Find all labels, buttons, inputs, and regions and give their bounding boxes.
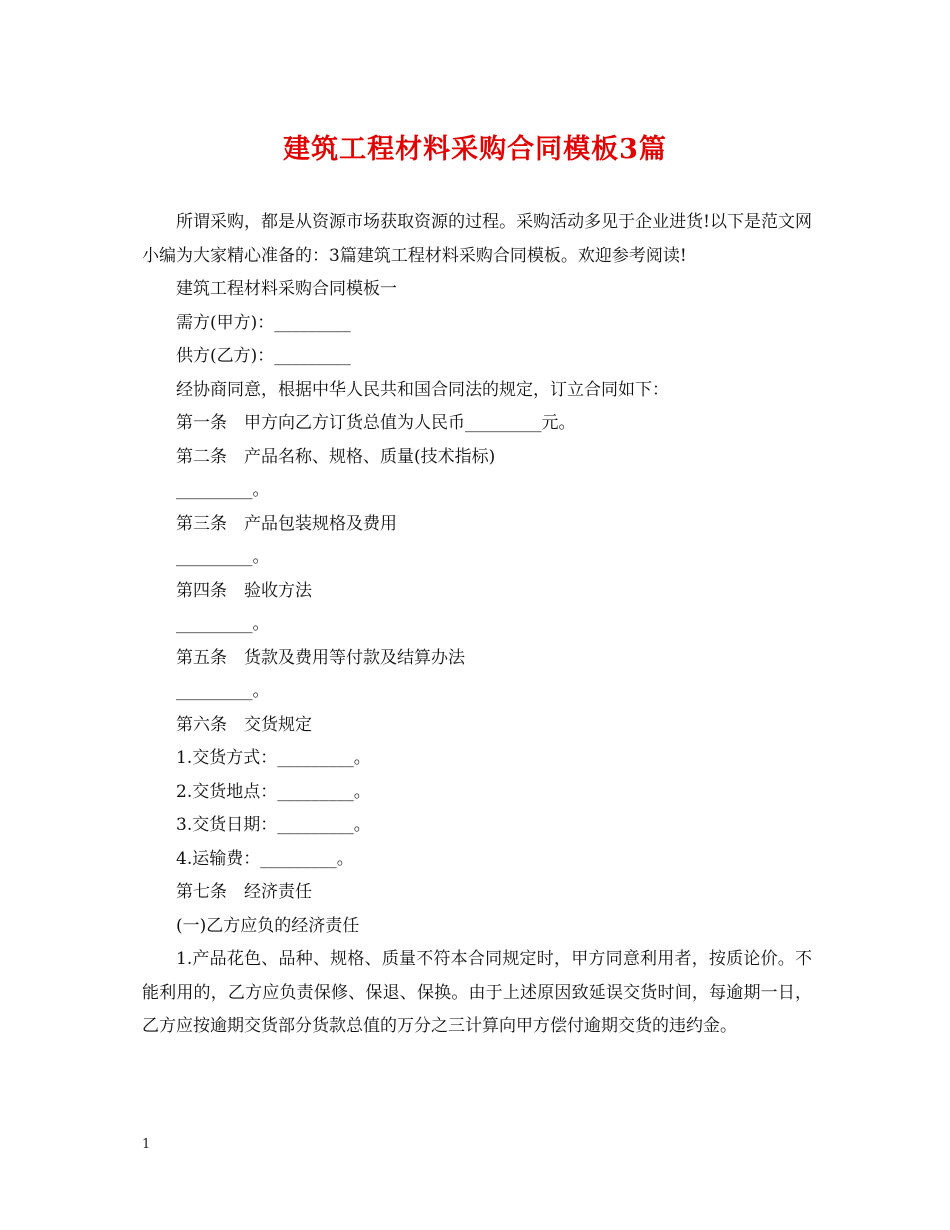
article-4: 第四条 验收方法 <box>176 580 312 601</box>
intro-paragraph: 所谓采购，都是从资源市场获取资源的过程。采购活动多见于企业进货!以下是范文网小编为大家精心准备的：3篇建筑工程材料采购合同模板。欢迎参考阅读! <box>142 212 812 266</box>
delivery-method: 1.交货方式：_________。 <box>176 748 371 768</box>
document-title: 建筑工程材料采购合同模板3篇 <box>283 134 667 165</box>
supplier-line: 供方(乙方)：_________ <box>176 346 351 366</box>
document-body <box>142 206 812 1044</box>
article-5-blank: _________。 <box>176 681 270 701</box>
delivery-location: 2.交货地点：_________。 <box>176 781 371 802</box>
delivery-date: 3.交货日期：_________。 <box>176 815 371 835</box>
transport-fee: 4.运输费：_________。 <box>176 848 354 869</box>
template-heading: 建筑工程材料采购合同模板一 <box>176 279 397 299</box>
article-5: 第五条 货款及费用等付款及结算办法 <box>176 647 465 668</box>
article-4-blank: _________。 <box>176 614 270 634</box>
article-7: 第七条 经济责任 <box>176 882 312 902</box>
article-3: 第三条 产品包装规格及费用 <box>176 513 397 534</box>
article-1: 第一条 甲方向乙方订货总值为人民币_________元。 <box>176 413 576 433</box>
article-3-blank: _________。 <box>176 547 270 567</box>
article-6: 第六条 交货规定 <box>176 714 312 735</box>
article-7-section-1: (一)乙方应负的经济责任 <box>176 915 360 936</box>
article-2: 第二条 产品名称、规格、质量(技术指标) <box>176 446 496 467</box>
article-2-blank: _________。 <box>176 480 270 500</box>
liability-clause-1: 1.产品花色、品种、规格、质量不符本合同规定时，甲方同意利用者，按质论价。不能利用的，乙方应负责保修、保退、保换。由于上述原因致延误交货时间，每逾期一日，乙方应按逾期交货部分货款总值的万分之三计算向甲方偿付逾期交货的违约金。 <box>142 949 812 1036</box>
buyer-line: 需方(甲方)：_________ <box>176 312 351 333</box>
agreement-line: 经协商同意，根据中华人民共和国合同法的规定，订立合同如下： <box>176 379 669 400</box>
page-number: 1 <box>142 1137 151 1152</box>
